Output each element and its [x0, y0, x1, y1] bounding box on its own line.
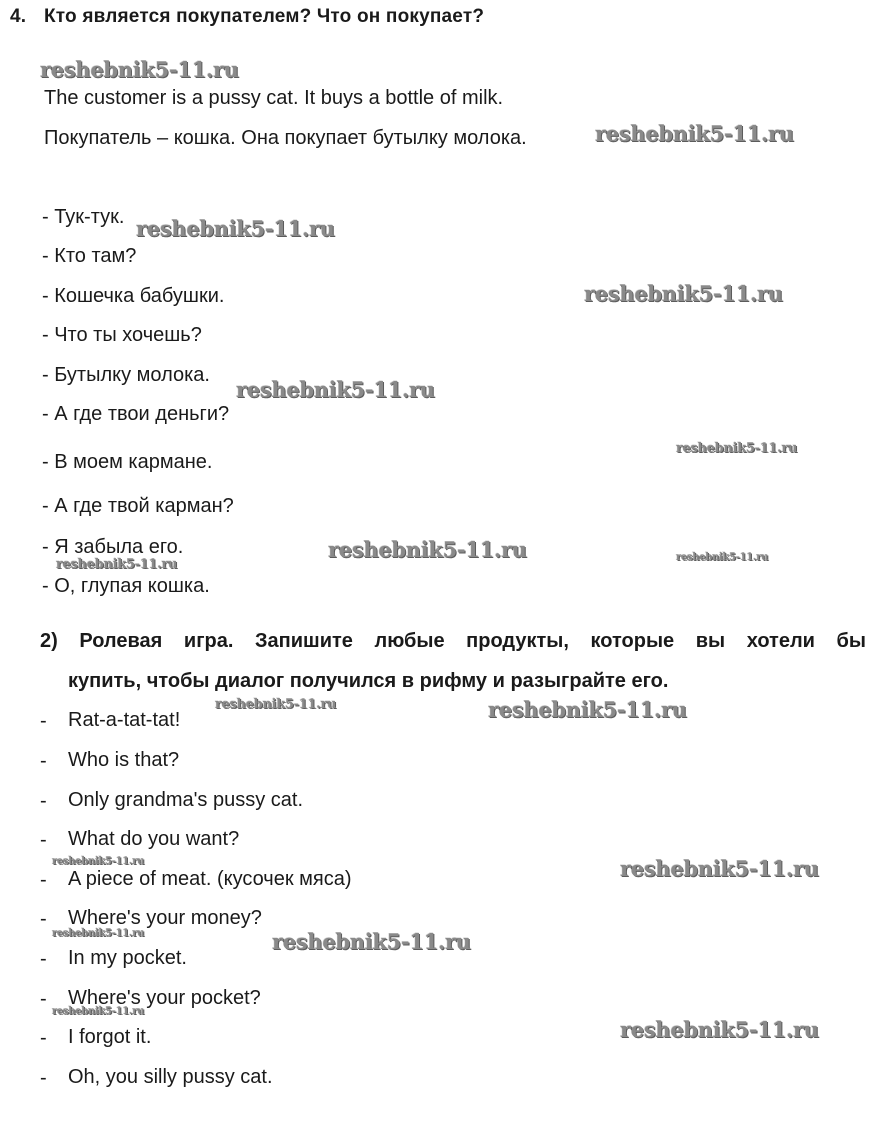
- title-word: бы: [836, 630, 866, 652]
- task-2-heading: [40, 621, 866, 701]
- dialog-ru-line: - А где твой карман?: [42, 495, 234, 517]
- list-dash: -: [40, 829, 47, 851]
- list-dash: -: [40, 790, 47, 812]
- watermark: reshebnik5-11.ru: [215, 697, 337, 712]
- watermark: reshebnik5-11.ru: [676, 441, 798, 456]
- dialog-ru-line: - В моем кармане.: [42, 451, 213, 473]
- answer-english: The customer is a pussy cat. It buys a bottle of milk.: [44, 87, 504, 109]
- watermark: reshebnik5-11.ru: [595, 121, 794, 146]
- watermark: reshebnik5-11.ru: [136, 216, 335, 241]
- list-dash: -: [40, 948, 47, 970]
- list-dash: -: [40, 1067, 47, 1089]
- dialog-ru-line: - Кошечка бабушки.: [42, 285, 225, 307]
- watermark: reshebnik5-11.ru: [676, 552, 769, 563]
- list-dash: -: [40, 1027, 47, 1049]
- list-dash: -: [40, 710, 47, 732]
- watermark: reshebnik5-11.ru: [488, 697, 687, 722]
- dialog-en-line: In my pocket.: [68, 947, 187, 969]
- list-dash: -: [40, 869, 47, 891]
- dialog-en-line: Only grandma's pussy cat.: [68, 789, 304, 811]
- list-dash: -: [40, 988, 47, 1010]
- title-word: Запишите: [255, 630, 353, 652]
- watermark: reshebnik5-11.ru: [56, 557, 178, 572]
- task-4-heading: [10, 6, 484, 28]
- watermark: reshebnik5-11.ru: [272, 929, 471, 954]
- watermark: reshebnik5-11.ru: [40, 57, 239, 82]
- dialog-ru-line: - А где твои деньги?: [42, 403, 230, 425]
- title-word: вы: [695, 630, 726, 652]
- title-word: Ролевая: [79, 630, 163, 652]
- answer-russian: Покупатель – кошка. Она покупает бутылку молока.: [44, 127, 527, 149]
- title-word: 2): [40, 630, 58, 652]
- title-word: игра.: [183, 630, 234, 652]
- dialog-en-line: Where's your pocket?: [68, 987, 261, 1009]
- task-2-title-line-1: [40, 621, 866, 661]
- dialog-ru-line: - Что ты хочешь?: [42, 324, 202, 346]
- title-word: продукты,: [466, 630, 569, 652]
- watermark: reshebnik5-11.ru: [236, 377, 435, 402]
- task-2-title-line-2: купить, чтобы диалог получился в рифму и разыграйте его.: [68, 670, 669, 692]
- title-word: хотели: [746, 630, 815, 652]
- dialog-ru-line: - Тук-тук.: [42, 206, 125, 228]
- dialog-en-line: Where's your money?: [68, 907, 262, 929]
- dialog-ru-line: - Бутылку молока.: [42, 364, 210, 386]
- task-question: Кто является покупателем? Что он покупает?: [44, 6, 485, 27]
- list-dash: -: [40, 908, 47, 930]
- list-dash: -: [40, 750, 47, 772]
- dialog-ru-line: - Кто там?: [42, 245, 137, 267]
- watermark: reshebnik5-11.ru: [52, 1006, 145, 1017]
- dialog-en-line: What do you want?: [68, 828, 240, 850]
- watermark: reshebnik5-11.ru: [52, 856, 145, 867]
- title-word: которые: [590, 630, 675, 652]
- dialog-ru-line: - О, глупая кошка.: [42, 575, 210, 597]
- watermark: reshebnik5-11.ru: [52, 928, 145, 939]
- dialog-en-line: A piece of meat. (кусочек мяса): [68, 868, 352, 890]
- dialog-ru-line: - Я забыла его.: [42, 536, 184, 558]
- task-number: 4.: [10, 6, 27, 27]
- dialog-en-line: Who is that?: [68, 749, 180, 771]
- dialog-en-line: I forgot it.: [68, 1026, 152, 1048]
- dialog-en-line: Oh, you silly pussy cat.: [68, 1066, 273, 1088]
- dialog-en-line: Rat-a-tat-tat!: [68, 709, 181, 731]
- watermark: reshebnik5-11.ru: [328, 537, 527, 562]
- watermark: reshebnik5-11.ru: [620, 1017, 819, 1042]
- title-word: любые: [374, 630, 445, 652]
- watermark: reshebnik5-11.ru: [584, 281, 783, 306]
- watermark: reshebnik5-11.ru: [620, 856, 819, 881]
